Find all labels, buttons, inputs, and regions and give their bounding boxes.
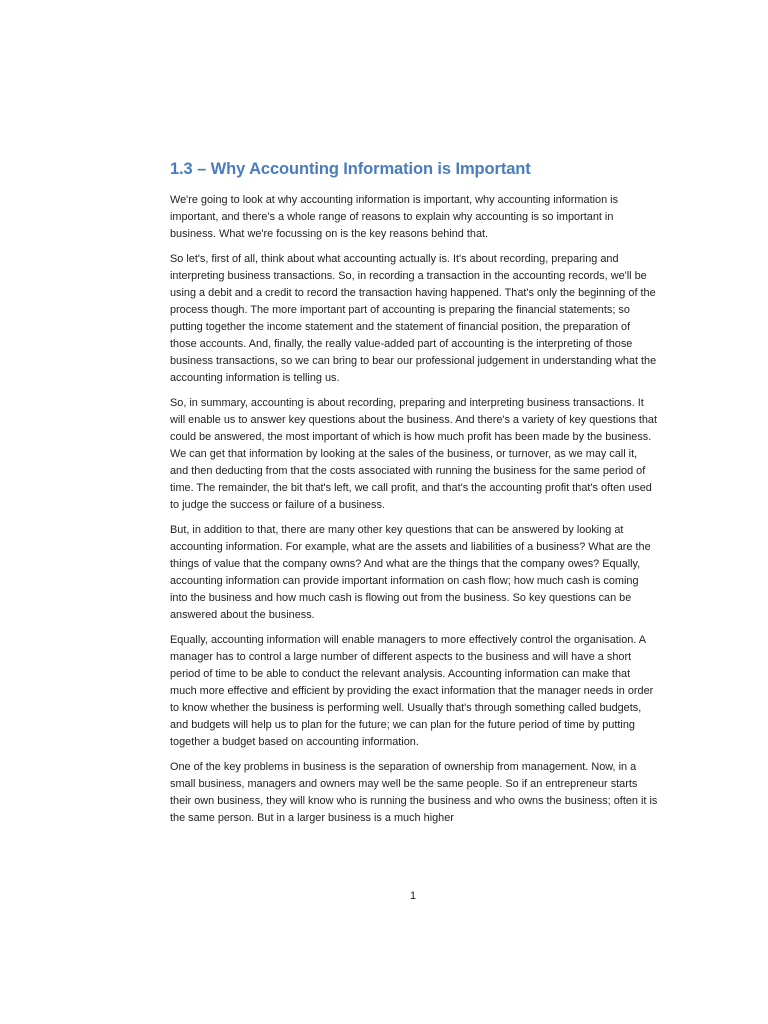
paragraph-1: We're going to look at why accounting information is important, why accounting information is important, and there's a whole range of reasons to explain why accounting is so important in business. What we're focussing on is the key reasons behind that. xyxy=(170,194,619,240)
paragraph-3: So, in summary, accounting is about recording, preparing and interpreting business transactions. It will enable us to answer key questions about the business. And there's a variety of key questions that could be answered, the most important of which is how much profit has been made by the business. We can get that information by looking at the sales of the business, or turnover, as we may call it, and then deducting from that the costs associated with running the business for the same period of time. The remainder, the bit that's left, we call profit, and that's the accounting profit that's often used to judge the success or failure of a business. xyxy=(170,397,657,511)
paragraph-6: One of the key problems in business is the separation of ownership from management. Now, in a small business, managers and owners may well be the same people. So if an entrepreneur starts their own business, they will know who is running the business and who owns the business; often it is the same person. But in a larger business is a much higher xyxy=(170,761,658,824)
section-heading: 1.3 – Why Accounting Information is Important xyxy=(170,160,531,178)
paragraph-4: But, in addition to that, there are many other key questions that can be answered by looking at accounting information. For example, what are the assets and liabilities of a business? What are the things of value that the company owns? And what are the things that the company owes? Equally, accounting information can provide important information on cash flow; how much cash is coming into the business and how much cash is flowing out from the business. So key questions can be answered about the business. xyxy=(170,524,651,621)
page-number: 1 xyxy=(409,890,417,902)
paragraph-2: So let's, first of all, think about what accounting actually is. It's about recording, preparing and interpreting business transactions. So, in recording a transaction in the accounting records, we'll be using a debit and a credit to record the transaction having happened. That's only the beginning of the process though. The more important part of accounting is preparing the financial statements; so putting together the income statement and the statement of financial position, the preparation of those accounts. And, finally, the really value-added part of accounting is the interpreting of those business transactions, so we can bring to bear our professional judgement in understanding what the accounting information is telling us. xyxy=(170,253,657,384)
paragraph-5: Equally, accounting information will enable managers to more effectively control the organisation. A manager has to control a large number of different aspects to the business and will have a short period of time to be able to conduct the relevant analysis. Accounting information can make that much more effective and efficient by providing the exact information that the manager needs in order to know whether the business is performing well. Usually that's through something called budgets, and budgets will help us to plan for the future; we can plan for the future period of time by putting together a budget based on accounting information. xyxy=(170,634,654,748)
page-content xyxy=(170,158,658,835)
